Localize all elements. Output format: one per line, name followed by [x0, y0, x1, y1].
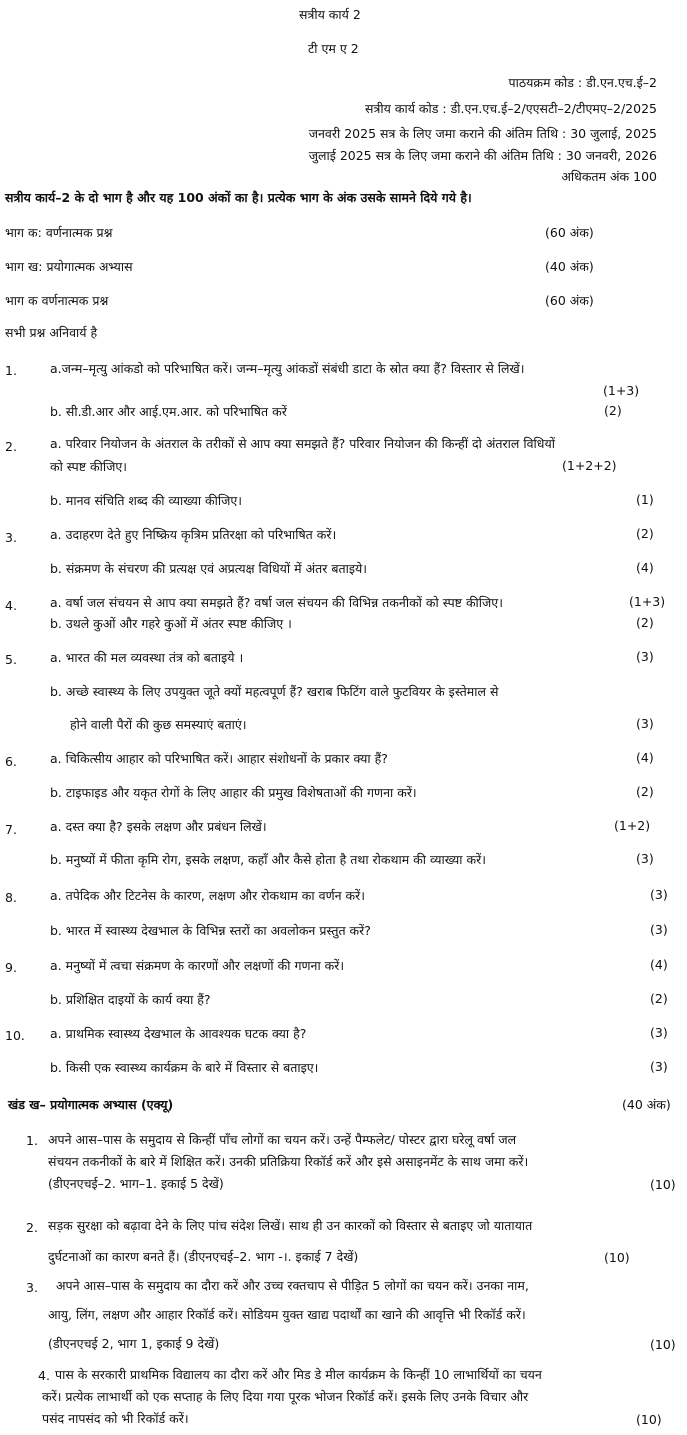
part-b-marks: (40 अंक): [545, 259, 594, 274]
practical-4-line2: करें। प्रत्येक लाभार्थी को एक सप्ताह के लिए दिया गया पूरक भोजन रिकॉर्ड करें। इसके लिए उनके विचार और: [42, 1389, 529, 1404]
practical-1-line1: अपने आस–पास के समुदाय से किन्हीं पाँच लोगों का चयन करें। उन्हें पैम्फलेट/ पोस्टर द्वारा घरेलू वर्षा जल: [48, 1132, 517, 1147]
question-9a: a. मनुष्यों में त्वचा संक्रमण के कारणों और लक्षणों की गणना करें।: [50, 958, 345, 973]
question-number: 8.: [5, 890, 17, 905]
practical-2-marks: (10): [604, 1250, 630, 1265]
question-2a-line2: को स्पष्ट कीजिए।: [50, 459, 128, 474]
question-1a-marks: (1+3): [603, 383, 640, 398]
question-number: 3.: [5, 530, 17, 545]
practical-4-line1: पास के सरकारी प्राथमिक विद्यालय का दौरा करें और मिड डे मील कार्यक्रम के किन्हीं 10 लाभार्थियों का चयन: [55, 1367, 542, 1382]
question-8b: b. भारत में स्वास्थ्य देखभाल के विभिन्न स्तरों का अवलोकन प्रस्तुत करें?: [50, 923, 371, 938]
practical-number: 3.: [26, 1280, 38, 1295]
practical-2-line2: दुर्घटनाओं का कारण बनते हैं। (डीएनएचई–2. भाग -।. इकाई 7 देखें): [48, 1249, 359, 1264]
practical-4-line3: पसंद नापसंद को भी रिकॉर्ड करें।: [42, 1411, 189, 1426]
part-a-label: भाग क: वर्णनात्मक प्रश्न: [5, 225, 113, 240]
practical-3-line1: अपने आस–पास के समुदाय का दौरा करें और उच्च रक्तचाप से पीड़ित 5 लोगों का चयन करें। उनका नाम,: [56, 1278, 529, 1293]
tma-subtitle: टी एम ए 2: [308, 41, 359, 56]
question-3b-marks: (4): [636, 560, 654, 575]
question-number: 7.: [5, 822, 17, 837]
question-number: 4.: [5, 598, 17, 613]
course-code: पाठयक्रम कोड : डी.एन.एच.ई–2: [508, 75, 657, 90]
question-number: 5.: [5, 652, 17, 667]
question-5b-line1: b. अच्छे स्वास्थ्य के लिए उपयुक्त जूते क्यों महत्वपूर्ण हैं? खराब फिटिंग वाले फुटवियर के इस्तेमाल से: [50, 684, 499, 699]
part-a-heading-marks: (60 अंक): [545, 293, 594, 308]
question-2a-line1: a. परिवार नियोजन के अंतराल के तरीकों से आप क्या समझते हैं? परिवार नियोजन की किन्हीं दो अंतराल विधियों: [50, 436, 555, 451]
question-8a: a. तपेदिक और टिटनेस के कारण, लक्षण और रोकथाम का वर्णन करें।: [50, 888, 365, 903]
part-b-label: भाग ख: प्रयोगात्मक अभ्यास: [5, 259, 133, 274]
question-6a-marks: (4): [636, 750, 654, 765]
question-5a-marks: (3): [636, 649, 654, 664]
question-number: 10.: [5, 1028, 25, 1043]
question-7b: b. मनुष्यों में फीता कृमि रोग, इसके लक्षण, कहाँ और कैसे होता है तथा रोकथाम की व्याख्या करें।: [50, 852, 486, 867]
question-5a: a. भारत की मल व्यवस्था तंत्र को बताइये ।: [50, 650, 244, 665]
deadline-july: जुलाई 2025 सत्र के लिए जमा कराने की अंतिम तिथि : 30 जनवरी, 2026: [308, 148, 657, 163]
deadline-january: जनवरी 2025 सत्र के लिए जमा कराने की अंतिम तिथि : 30 जुलाई, 2025: [308, 126, 657, 141]
question-6b-marks: (2): [636, 784, 654, 799]
practical-1-line2: संचयन तकनीकों के बारे में शिक्षित करें। उनकी प्रतिक्रिया रिकॉर्ड करें और इसे असाइनमेंट के साथ जमा करें।: [48, 1154, 529, 1169]
question-6a: a. चिकित्सीय आहार को परिभाषित करें। आहार संशोधनों के प्रकार क्या हैं?: [50, 751, 388, 766]
max-marks: अधिकतम अंक 100: [561, 169, 657, 184]
question-number: 1.: [5, 363, 17, 378]
part-a-heading: भाग क वर्णनात्मक प्रश्न: [5, 293, 109, 308]
question-10b-marks: (3): [650, 1059, 668, 1074]
question-10a-marks: (3): [650, 1025, 668, 1040]
question-5b-marks: (3): [636, 716, 654, 731]
practical-4-marks: (10): [636, 1412, 662, 1427]
practical-number: 2.: [26, 1220, 38, 1235]
practical-3-line2: आयु, लिंग, लक्षण और आहार रिकॉर्ड करें। सोडियम युक्त खाद्य पदार्थों का खाने की आवृत्ति भी रिकॉर्ड करें।: [48, 1307, 526, 1322]
question-10b: b. किसी एक स्वास्थ्य कार्यक्रम के बारे में विस्तार से बताइए।: [50, 1060, 319, 1075]
question-9a-marks: (4): [650, 957, 668, 972]
question-number: 6.: [5, 754, 17, 769]
question-1b: b. सी.डी.आर और आई.एम.आर. को परिभाषित करें: [50, 404, 287, 419]
all-compulsory-note: सभी प्रश्न अनिवार्य है: [5, 325, 98, 340]
section-b-marks: (40 अंक): [622, 1097, 671, 1112]
question-2a-marks: (1+2+2): [562, 458, 617, 473]
question-8a-marks: (3): [650, 887, 668, 902]
question-number: 9.: [5, 960, 17, 975]
section-b-title: खंड ख– प्रयोगात्मक अभ्यास (एक्यू): [8, 1097, 174, 1112]
practical-2-line1: सड़क सुरक्षा को बढ़ावा देने के लिए पांच संदेश लिखें। साथ ही उन कारकों को विस्तार से बताइए जो यातायात: [48, 1218, 533, 1233]
practical-3-marks: (10): [650, 1337, 676, 1352]
question-5b-line2: होने वाली पैरों की कुछ समस्याएं बताएं।: [70, 717, 247, 732]
question-1b-marks: (2): [604, 403, 622, 418]
practical-number: 4.: [38, 1368, 50, 1383]
question-3a-marks: (2): [636, 526, 654, 541]
question-1a: a.जन्म–मृत्यु आंकडो को परिभाषित करें। जन्म–मृत्यु आंकडों संबंधी डाटा के स्रोत क्या हैं? विस्तार से लिखें।: [50, 361, 525, 376]
question-10a: a. प्राथमिक स्वास्थ्य देखभाल के आवश्यक घटक क्या है?: [50, 1026, 307, 1041]
part-a-marks: (60 अंक): [545, 225, 594, 240]
question-7a: a. दस्त क्या है? इसके लक्षण और प्रबंधन लिखें।: [50, 819, 267, 834]
question-6b: b. टाइफाइड और यकृत रोगों के लिए आहार की प्रमुख विशेषताओं की गणना करें।: [50, 785, 417, 800]
assignment-title: सत्रीय कार्य 2: [299, 7, 361, 22]
question-2b-marks: (1): [636, 492, 654, 507]
question-4a-marks: (1+3): [629, 594, 666, 609]
question-2b: b. मानव संचिति शब्द की व्याख्या कीजिए।: [50, 493, 243, 508]
assignment-code: सत्रीय कार्य कोड : डी.एन.एच.ई–2/एएसटी–2/टीएमए–2/2025: [365, 101, 657, 116]
question-9b: b. प्रशिक्षित दाइयों के कार्य क्या हैं?: [50, 992, 211, 1007]
practical-3-line3: (डीएनएचई 2, भाग 1, इकाई 9 देखें): [48, 1336, 220, 1351]
question-9b-marks: (2): [650, 991, 668, 1006]
question-4b: b. उथले कुओं और गहरे कुओं में अंतर स्पष्ट कीजिए ।: [50, 616, 292, 631]
question-4a: a. वर्षा जल संचयन से आप क्या समझते हैं? वर्षा जल संचयन की विभिन्न तकनीकों को स्पष्ट कीजिए।: [50, 595, 503, 610]
question-number: 2.: [5, 439, 17, 454]
intro-text: सत्रीय कार्य–2 के दो भाग है और यह 100 अंकों का है। प्रत्येक भाग के अंक उसके सामने दिये गये है।: [5, 190, 472, 205]
question-7b-marks: (3): [636, 851, 654, 866]
question-3a: a. उदाहरण देते हुए निष्क्रिय कृत्रिम प्रतिरक्षा को परिभाषित करें।: [50, 527, 337, 542]
question-7a-marks: (1+2): [614, 818, 651, 833]
practical-number: 1.: [26, 1133, 38, 1148]
practical-1-line3: (डीएनएचई–2. भाग–1. इकाई 5 देखें): [48, 1176, 224, 1191]
practical-1-marks: (10): [650, 1177, 676, 1192]
question-8b-marks: (3): [650, 922, 668, 937]
question-4b-marks: (2): [636, 615, 654, 630]
question-3b: b. संक्रमण के संचरण की प्रत्यक्ष एवं अप्रत्यक्ष विधियों में अंतर बताइये।: [50, 561, 367, 576]
